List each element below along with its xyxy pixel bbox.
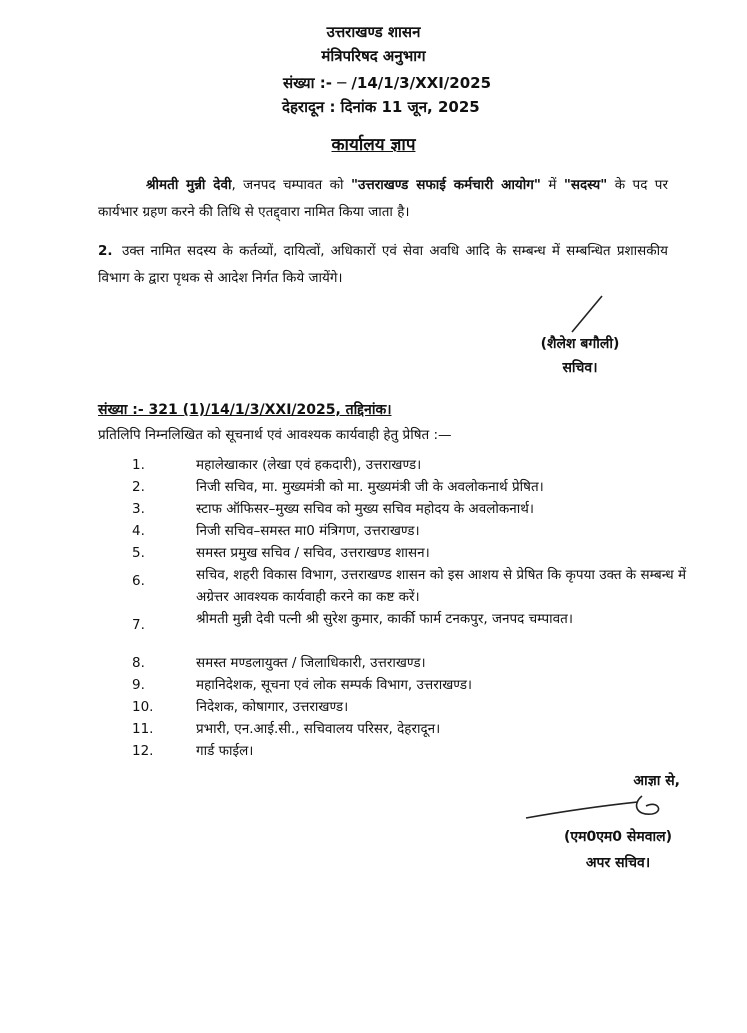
signatory-1-name: (शैलेश बगौली) — [540, 336, 620, 352]
list-text: प्रभारी, एन.आई.सी., सचिवालय परिसर, देहरादून। — [196, 721, 441, 737]
list-number: 5. — [132, 545, 145, 561]
list-number: 6. — [132, 573, 145, 589]
list-text: निजी सचिव–समस्त मा0 मंत्रिगण, उत्तराखण्ड। — [196, 523, 420, 539]
list-number: 8. — [132, 655, 145, 671]
list-number: 12. — [132, 743, 154, 759]
signatory-2 — [548, 768, 688, 876]
list-text: स्टाफ ऑफिसर–मुख्य सचिव को मुख्य सचिव महोदय के अवलोकनार्थ। — [196, 501, 534, 517]
list-number: 1. — [132, 457, 145, 473]
list-text: सचिव, शहरी विकास विभाग, उत्तराखण्ड शासन को इस आशय से प्रेषित कि कृपया उक्त के सम्बन्ध में अग्रेत्तर आवश्यक कार्यवाही करने का कष्ट करें। — [196, 567, 687, 605]
list-text: महालेखाकार (लेखा एवं हकदारी), उत्तराखण्ड। — [196, 457, 422, 473]
signatory-1 — [520, 332, 640, 380]
list-text: समस्त प्रमुख सचिव / सचिव, उत्तराखण्ड शासन। — [196, 545, 430, 561]
by-order: आज्ञा से, — [633, 773, 680, 789]
list-number: 10. — [132, 699, 154, 715]
list-number: 3. — [132, 501, 145, 517]
list-number: 7. — [132, 617, 145, 633]
list-number: 4. — [132, 523, 145, 539]
list-number: 11. — [132, 721, 154, 737]
govt-header: उत्तराखण्ड शासन — [326, 23, 421, 41]
signatory-2-name: (एम0एम0 सेमवाल) — [563, 829, 673, 845]
para1-text-b: में — [540, 177, 564, 193]
signatory-2-designation: अपर सचिव। — [585, 855, 651, 871]
paragraph-2 — [98, 238, 668, 292]
list-text: गार्ड फाईल। — [196, 743, 254, 759]
list-text: महानिदेशक, सूचना एवं लोक सम्पर्क विभाग, उत्तराखण्ड। — [196, 677, 473, 693]
letter-number: संख्या :- ─ /14/1/3/XXI/2025 — [283, 74, 492, 92]
list-number: 2. — [132, 479, 145, 495]
para1-text-c: के पद पर कार्यभार ग्रहण करने की तिथि से एतद्द्वारा नामित किया जाता है। — [98, 177, 668, 220]
list-text: श्रीमती मुन्नी देवी पत्नी श्री सुरेश कुमार, कार्की फार्म टनकपुर, जनपद चम्पावत। — [196, 611, 573, 627]
paragraph-1 — [98, 172, 668, 226]
list-number: 9. — [132, 677, 145, 693]
copy-intro: प्रतिलिपि निम्नलिखित को सूचनार्थ एवं आवश्यक कार्यवाही हेतु प्रेषित :— — [98, 427, 452, 443]
place-date: देहरादून : दिनांक 11 जून, 2025 — [282, 98, 480, 116]
list-text: निजी सचिव, मा. मुख्यमंत्री को मा. मुख्यमंत्री जी के अवलोकनार्थ प्रेषित। — [196, 479, 544, 495]
signatory-1-designation: सचिव। — [562, 360, 598, 376]
section-header: मंत्रिपरिषद अनुभाग — [321, 47, 426, 65]
para1-text-a: , जनपद चम्पावत को — [231, 177, 351, 193]
signature-mark-1 — [568, 292, 608, 336]
issue-number: संख्या :- 321 (1)/14/1/3/XXI/2025, तद्दिनांक। — [98, 402, 392, 418]
paragraph-number: 2. — [98, 243, 113, 259]
nominee-name: श्रीमती मुन्नी देवी — [146, 177, 232, 193]
list-text: निदेशक, कोषागार, उत्तराखण्ड। — [196, 699, 349, 715]
list-text: समस्त मण्डलायुक्त / जिलाधिकारी, उत्तराखण्ड। — [196, 655, 426, 671]
paragraph-2-text: उक्त नामित सदस्य के कर्तव्यों, दायित्वों, अधिकारों एवं सेवा अवधि आदि के सम्बन्ध में सम्बन्धित प्रशासकीय विभाग के द्वारा पृथक से आदेश निर्गत किये जायेंगे। — [98, 243, 668, 286]
commission-name: "उत्तराखण्ड सफाई कर्मचारी आयोग" — [350, 177, 541, 193]
document-title: कार्यालय ज्ञाप — [331, 135, 416, 155]
post-name: "सदस्य" — [563, 177, 608, 193]
